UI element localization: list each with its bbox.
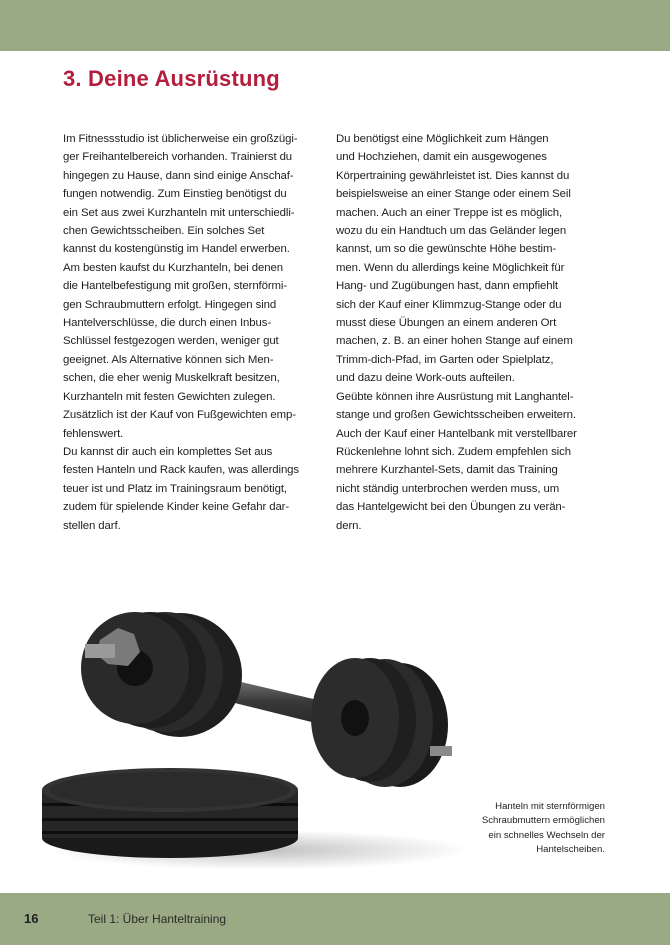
text-line: beispielsweise an einer Stange oder einem Seil xyxy=(336,188,571,201)
text-line: dern. xyxy=(336,519,362,532)
text-line: men. Wenn du allerdings keine Möglichkeit für xyxy=(336,261,565,274)
text-line: Du benötigst eine Möglichkeit zum Hängen xyxy=(336,133,549,145)
text-line: machen, z. B. an einer hohen Stange auf einem xyxy=(336,335,573,348)
page-number: 16 xyxy=(24,911,39,926)
body-column-left xyxy=(63,130,325,535)
paragraph xyxy=(336,130,598,535)
plate-stack xyxy=(42,768,298,858)
text-line: Geübte können ihre Ausrüstung mit Langhantel- xyxy=(336,390,574,403)
caption-line: ein schnelles Wechseln der xyxy=(488,829,605,841)
running-footer-title: Teil 1: Über Hanteltraining xyxy=(88,912,227,926)
text-line: nicht ständig unterbrochen werden muss, um xyxy=(336,482,560,495)
text-line: teuer ist und Platz im Trainingsraum benötigt, xyxy=(63,482,287,495)
text-line: musst diese Übungen an einem anderen Ort xyxy=(336,317,557,330)
text-line: Du kannst dir auch ein komplettes Set aus xyxy=(63,445,273,458)
paragraph xyxy=(63,130,325,535)
text-line: fehlenswert. xyxy=(63,427,124,440)
right-plates xyxy=(311,658,452,787)
text-line: ein Set aus zwei Kurzhanteln mit unterschiedli- xyxy=(63,206,295,219)
caption-line: Hanteln mit sternförmigen xyxy=(495,801,605,812)
text-line: Körpertraining gewährleistet ist. Dies kannst du xyxy=(336,169,570,182)
text-line: kannst du kostengünstig im Handel erwerben. xyxy=(63,243,290,256)
left-plates xyxy=(81,612,242,737)
text-line: geeignet. Als Alternative können sich Men- xyxy=(63,353,274,366)
text-line: ger Freihantelbereich vorhanden. Trainierst du xyxy=(63,151,293,164)
text-line: Rückenlehne lohnt sich. Zudem empfehlen sich xyxy=(336,445,571,458)
text-line: Trimm-dich-Pfad, im Garten oder Spielplatz, xyxy=(336,353,554,366)
text-line: wozu du ein Handtuch um das Geländer legen xyxy=(336,225,567,238)
text-line: festen Hanteln und Rack kaufen, was allerdings xyxy=(63,464,300,477)
text-line: und Hochziehen, damit ein ausgewogenes xyxy=(336,151,547,164)
text-line: und dazu deine Work-outs aufteilen. xyxy=(336,372,515,385)
dumbbell-photo xyxy=(30,560,470,880)
header-band xyxy=(0,0,670,51)
text-line: Auch der Kauf einer Hantelbank mit verstellbarer xyxy=(336,427,577,440)
text-line: sich der Kauf einer Klimmzug-Stange oder du xyxy=(336,298,562,311)
body-column-right xyxy=(336,130,598,535)
text-line: machen. Auch an einer Treppe ist es möglich, xyxy=(336,206,563,219)
text-line: Am besten kaufst du Kurzhanteln, bei denen xyxy=(63,261,283,274)
text-line: Hantelverschlüsse, die durch einen Inbus- xyxy=(63,317,272,330)
text-line: Hang- und Zugübungen hast, dann empfiehlt xyxy=(336,280,558,293)
image-caption xyxy=(455,800,605,858)
chapter-title: 3. Deine Ausrüstung xyxy=(63,66,280,91)
text-line: chen Gewichtsscheiben. Ein solches Set xyxy=(63,225,265,238)
text-line: Kurzhanteln mit festen Gewichten zulegen. xyxy=(63,390,276,403)
text-line: Schlüssel festgezogen werden, weniger gut xyxy=(63,335,279,348)
text-line: stellen darf. xyxy=(63,519,121,532)
text-line: mehrere Kurzhantel-Sets, damit das Training xyxy=(336,464,558,477)
text-line: das Hantelgewicht bei den Übungen zu verän- xyxy=(336,501,566,514)
text-line: stange und großen Gewichtsscheiben erweitern. xyxy=(336,409,576,422)
text-line: Im Fitnessstudio ist üblicherweise ein großzügi- xyxy=(63,133,298,145)
text-line: zudem für spielende Kinder keine Gefahr dar- xyxy=(63,501,290,514)
text-line: hingegen zu Hause, dann sind einige Anschaf- xyxy=(63,169,294,182)
text-line: Zusätzlich ist der Kauf von Fußgewichten emp- xyxy=(63,409,296,422)
text-line: fungen notwendig. Zum Einstieg benötigst du xyxy=(63,188,287,201)
text-line: schen, die eher wenig Muskelkraft besitzen, xyxy=(63,372,280,385)
caption-line: Schraubmuttern ermöglichen xyxy=(481,815,605,827)
text-line: die Hantelbefestigung mit großen, sternförmi- xyxy=(63,280,288,293)
dumbbell-illustration xyxy=(30,560,470,880)
text-line: kannst, um so die gewünschte Höhe bestim- xyxy=(336,243,557,256)
text-line: gen Schraubmuttern erfolgt. Hingegen sind xyxy=(63,298,277,311)
caption-line: Hantelscheiben. xyxy=(536,844,605,856)
